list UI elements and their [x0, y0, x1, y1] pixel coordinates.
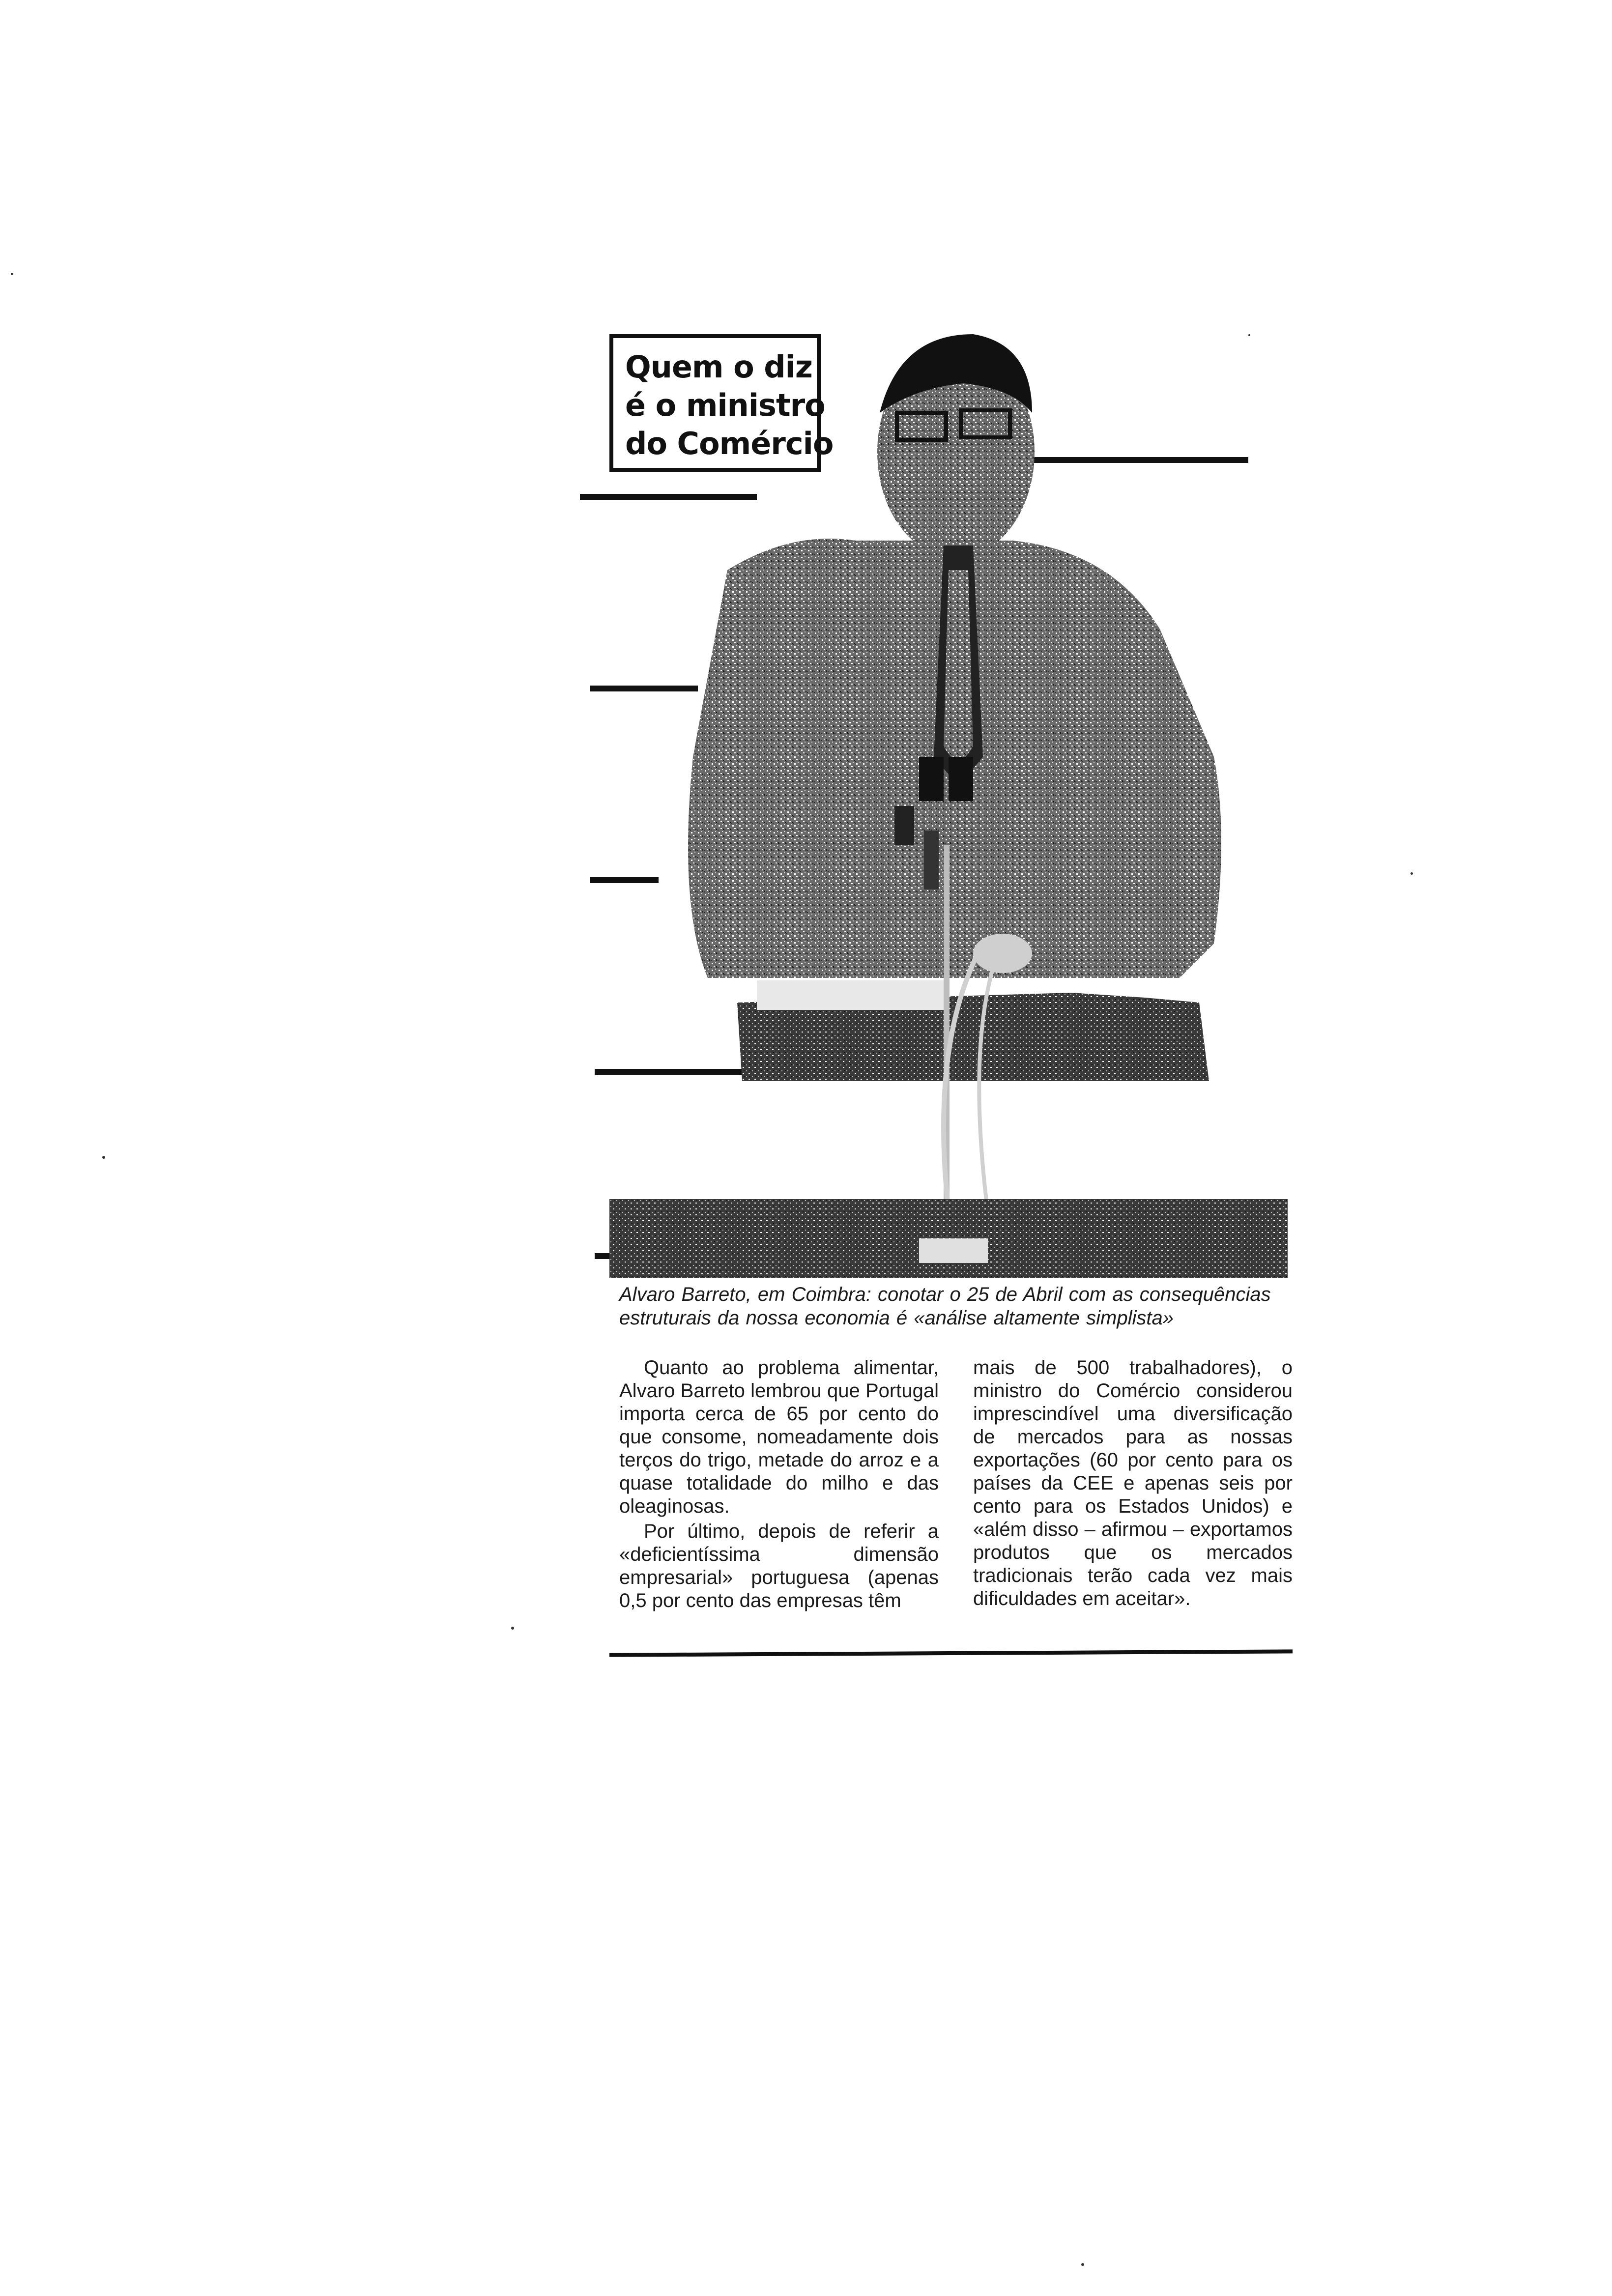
scan-speck	[511, 1627, 514, 1630]
article-column-right	[973, 1356, 1293, 1612]
photo-caption: Alvaro Barreto, em Coimbra: conotar o 25 de Abril com as consequências estruturais da nossa economia é «análise altamente simplista»	[619, 1284, 1271, 1329]
article-column-left	[619, 1356, 939, 1612]
headline-line-2: é o ministro	[625, 387, 825, 423]
scan-speck	[102, 1156, 105, 1159]
headline-box	[609, 334, 834, 472]
scan-speck	[1081, 2263, 1084, 2266]
bottom-rule	[609, 1649, 1293, 1657]
scan-speck	[1410, 872, 1413, 875]
article-paragraph: mais de 500 trabalhadores), o ministro do Comércio considerou imprescindível uma diversificação de mercados para as nossas exportações (60 por cento para os países da CEE e apenas seis por cento para os Estados Unidos) e «além disso – afirmou – exportamos produtos que os mercados tradicionais terão cada vez mais dificuldades em aceitar».	[973, 1357, 1293, 1609]
headline-line-3: do Comércio	[625, 426, 834, 461]
article-paragraph: Quanto ao problema alimentar, Alvaro Barreto lembrou que Portugal importa cerca de 65 por cento do que consome, nomeadamente dois terços do trigo, metade do arroz e a quase totalidade do milho e das oleaginosas.	[619, 1357, 939, 1517]
scan-speck	[11, 273, 13, 275]
newspaper-clipping	[580, 315, 1297, 1671]
article-paragraph: Por último, depois de referir a «deficientíssima dimensão empresarial» portuguesa (apenas 0,5 por cento das empresas têm	[619, 1521, 939, 1611]
article-body	[619, 1356, 1293, 1612]
headline-line-1: Quem o diz	[625, 349, 812, 385]
